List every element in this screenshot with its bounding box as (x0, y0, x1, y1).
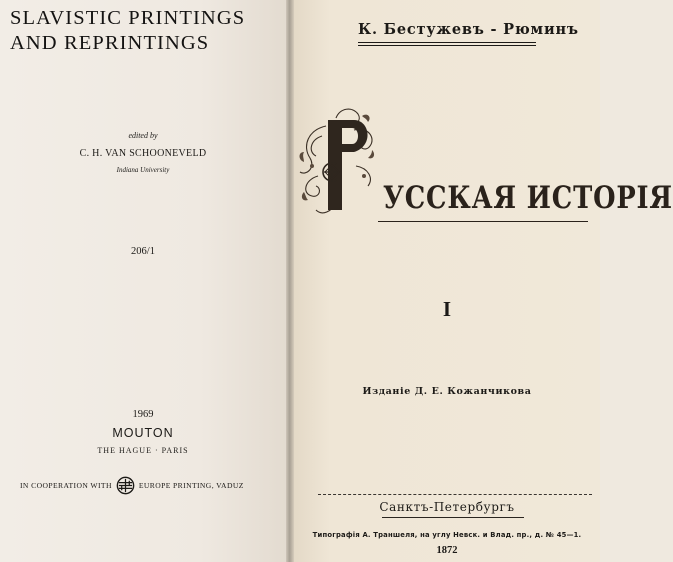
publisher-place: THE HAGUE · PARIS (97, 446, 189, 455)
edited-by-label: edited by (128, 131, 158, 140)
volume-roman-numeral: I (442, 297, 452, 321)
original-year: 1872 (436, 545, 458, 556)
printer-line: Типографія А. Траншеля, на углу Невск. и Влад. пр., д. № 45—1. (312, 531, 582, 539)
book-title: УССКАЯ ИСТОРІЯ (383, 180, 673, 216)
author-name: К. Бестужевъ - Рюминъ (358, 21, 579, 38)
volume-number: 206/1 (131, 246, 155, 257)
book-gutter (286, 0, 294, 562)
author-rule (358, 42, 536, 43)
title-underline (378, 221, 588, 222)
cooperation-prefix: IN COOPERATION WITH (20, 481, 112, 490)
reprint-year: 1969 (132, 409, 154, 420)
edition-line: Изданіе Д. Е. Кожанчикова (362, 386, 532, 397)
editor-affiliation: Indiana University (116, 166, 170, 174)
cooperation-line (20, 476, 244, 495)
series-title: SLAVISTIC PRINTINGS AND REPRINTINGS (10, 7, 246, 54)
ornate-letter-r-icon (296, 106, 380, 224)
publisher-name: MOUTON (112, 426, 174, 440)
ep-monogram-logo-icon (116, 476, 135, 495)
imprint-city: Санктъ-Петербургъ (379, 500, 515, 514)
editor-name: C. H. VAN SCHOONEVELD (79, 148, 207, 159)
city-underline (382, 517, 524, 518)
right-page (294, 0, 600, 562)
author-rule-double (358, 45, 536, 46)
cooperation-partner: EUROPE PRINTING, VADUZ (138, 481, 244, 490)
imprint-divider (318, 494, 592, 495)
